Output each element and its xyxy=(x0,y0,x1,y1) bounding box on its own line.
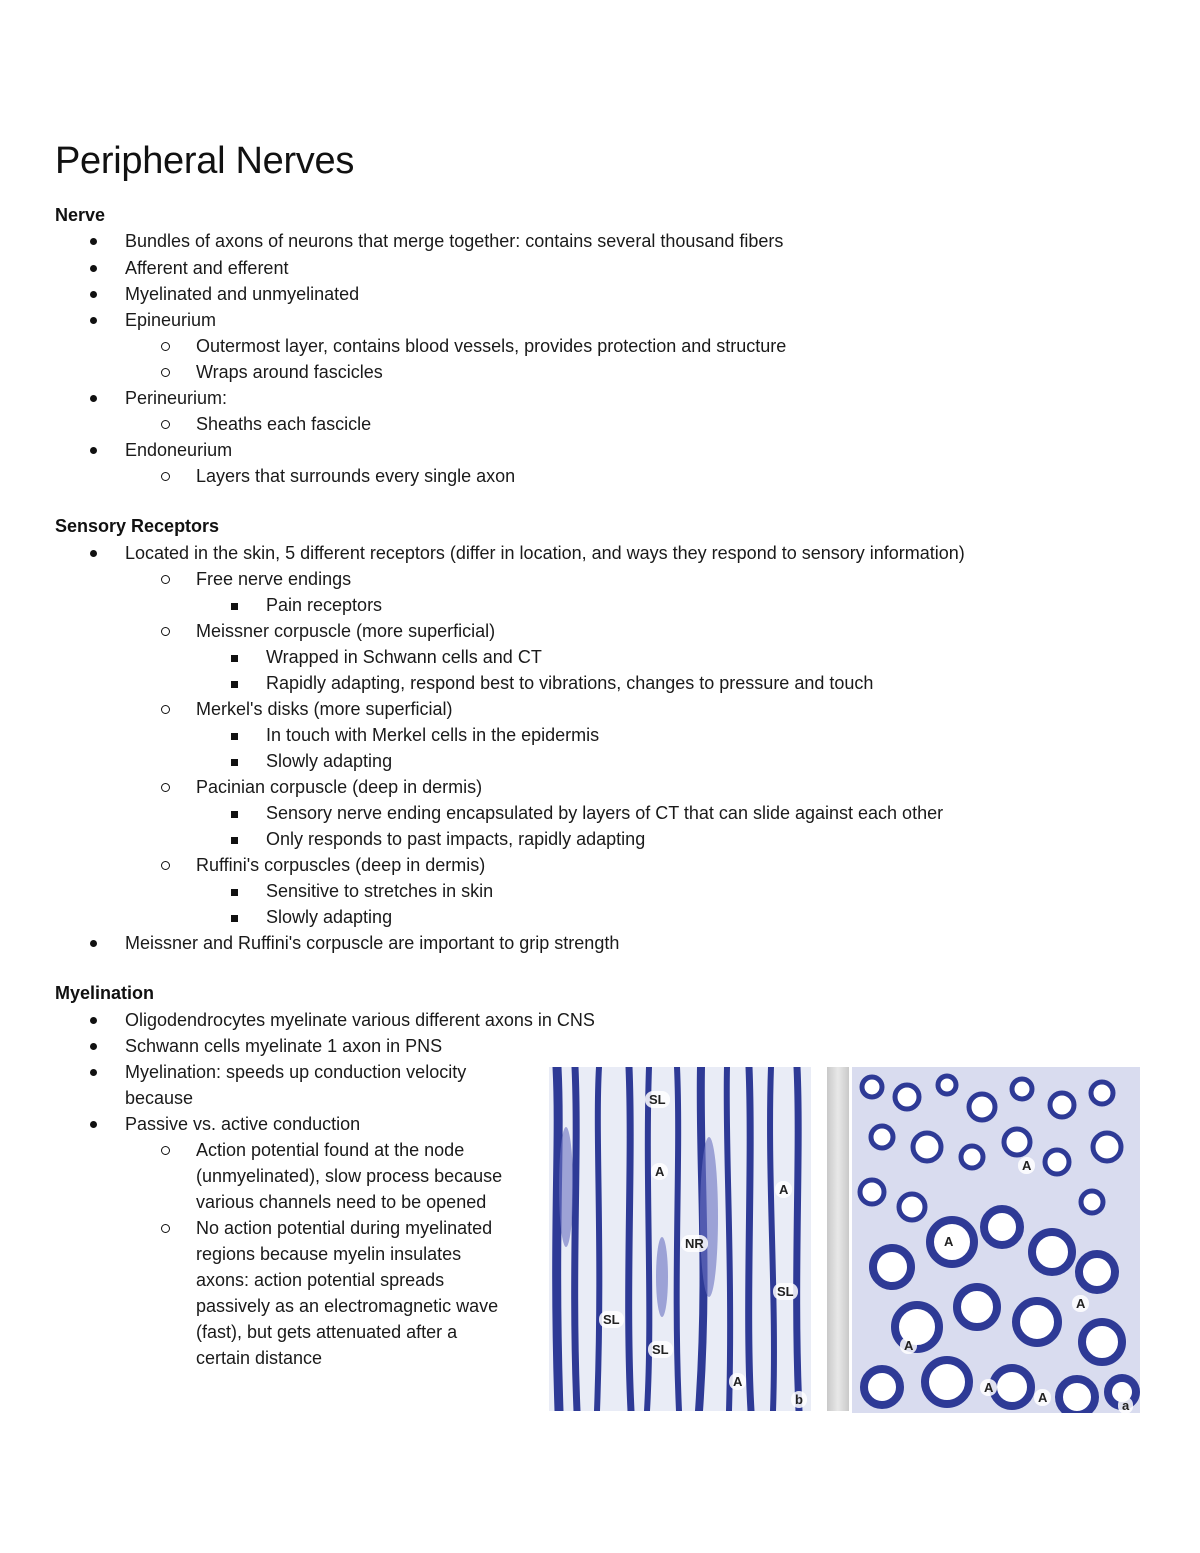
micrograph-label: A xyxy=(1018,1157,1035,1174)
list-item: Merkel's disks (more superficial) xyxy=(196,699,453,719)
bullet-dot xyxy=(90,1043,97,1050)
bullet-square xyxy=(231,603,238,610)
bullet-dot xyxy=(90,317,97,324)
list-item: Bundles of axons of neurons that merge together: contains several thousand fibers xyxy=(125,231,784,251)
list-item: Located in the skin, 5 different receptors (differ in location, and ways they respond to sensory information) xyxy=(125,543,965,563)
bullet-ring xyxy=(161,420,170,429)
section-heading-myelination: Myelination xyxy=(55,983,155,1003)
bullet-square xyxy=(231,811,238,818)
bullet-dot xyxy=(90,447,97,454)
page-title: Peripheral Nerves xyxy=(55,140,355,182)
figure-divider xyxy=(827,1067,849,1411)
bullet-dot xyxy=(90,395,97,402)
bullet-dot xyxy=(90,265,97,272)
list-item: Outermost layer, contains blood vessels, provides protection and structure xyxy=(196,336,787,356)
bullet-square xyxy=(231,655,238,662)
micrograph-label: A xyxy=(1034,1389,1051,1406)
list-item: Layers that surrounds every single axon xyxy=(196,466,516,486)
list-item: Action potential found at the node xyxy=(196,1140,465,1160)
bullet-ring xyxy=(161,1146,170,1155)
bullet-square xyxy=(231,889,238,896)
bullet-dot xyxy=(90,940,97,947)
list-item: Free nerve endings xyxy=(196,569,352,589)
micrograph-label: b xyxy=(791,1391,807,1408)
list-item-continuation: (unmyelinated), slow process because xyxy=(196,1166,503,1186)
bullet-dot xyxy=(90,1017,97,1024)
list-item-continuation: because xyxy=(125,1088,194,1108)
micrograph-cross-section xyxy=(852,1067,1140,1413)
micrograph-label: SL xyxy=(648,1341,673,1358)
micrograph-label: A xyxy=(980,1379,997,1396)
bullet-ring xyxy=(161,627,170,636)
list-item: Perineurium: xyxy=(125,388,228,408)
list-item-continuation: passively as an electromagnetic wave xyxy=(196,1296,499,1316)
bullet-square xyxy=(231,733,238,740)
list-item: Slowly adapting xyxy=(266,751,393,771)
list-item: Pacinian corpuscle (deep in dermis) xyxy=(196,777,483,797)
section-heading-sensory-receptors: Sensory Receptors xyxy=(55,516,220,536)
bullet-ring xyxy=(161,342,170,351)
micrograph-label: SL xyxy=(599,1311,624,1328)
list-item: Sheaths each fascicle xyxy=(196,414,372,434)
bullet-dot xyxy=(90,550,97,557)
list-item: Wrapped in Schwann cells and CT xyxy=(266,647,542,667)
list-item-continuation: regions because myelin insulates xyxy=(196,1244,462,1264)
list-item: Pain receptors xyxy=(266,595,383,615)
bullet-dot xyxy=(90,238,97,245)
micrograph-label: A xyxy=(775,1181,792,1198)
bullet-ring xyxy=(161,1224,170,1233)
micrograph-label: A xyxy=(729,1373,746,1390)
bullet-ring xyxy=(161,575,170,584)
micrograph-longitudinal-drawing xyxy=(549,1067,811,1411)
bullet-square xyxy=(231,681,238,688)
list-item-continuation: various channels need to be opened xyxy=(196,1192,487,1212)
bullet-ring xyxy=(161,368,170,377)
list-item-continuation: (fast), but gets attenuated after a xyxy=(196,1322,458,1342)
micrograph-label: NR xyxy=(681,1235,708,1252)
list-item: Ruffini's corpuscles (deep in dermis) xyxy=(196,855,486,875)
bullet-square xyxy=(231,759,238,766)
list-item: Slowly adapting xyxy=(266,907,393,927)
bullet-ring xyxy=(161,472,170,481)
bullet-square xyxy=(231,837,238,844)
list-item: Myelinated and unmyelinated xyxy=(125,284,360,304)
bullet-dot xyxy=(90,291,97,298)
list-item: Meissner corpuscle (more superficial) xyxy=(196,621,496,641)
micrograph-label: A xyxy=(900,1337,917,1354)
micrograph-label: a xyxy=(1118,1397,1133,1413)
bullet-ring xyxy=(161,783,170,792)
bullet-ring xyxy=(161,705,170,714)
bullet-dot xyxy=(90,1069,97,1076)
list-item: Passive vs. active conduction xyxy=(125,1114,361,1134)
bullet-ring xyxy=(161,861,170,870)
list-item-continuation: axons: action potential spreads xyxy=(196,1270,445,1290)
micrograph-cross-section-drawing xyxy=(852,1067,1140,1413)
list-item: Afferent and efferent xyxy=(125,258,289,278)
list-item: No action potential during myelinated xyxy=(196,1218,493,1238)
list-item: Endoneurium xyxy=(125,440,233,460)
micrograph-longitudinal xyxy=(549,1067,811,1411)
list-item: Sensory nerve ending encapsulated by layers of CT that can slide against each other xyxy=(266,803,944,823)
list-item: Myelination: speeds up conduction velocity xyxy=(125,1062,467,1082)
bullet-square xyxy=(231,915,238,922)
list-item: Oligodendrocytes myelinate various different axons in CNS xyxy=(125,1010,595,1030)
list-item: Meissner and Ruffini's corpuscle are important to grip strength xyxy=(125,933,620,953)
bullet-dot xyxy=(90,1121,97,1128)
list-item: Sensitive to stretches in skin xyxy=(266,881,494,901)
section-heading-nerve: Nerve xyxy=(55,205,106,225)
list-item: Epineurium xyxy=(125,310,217,330)
micrograph-label: SL xyxy=(773,1283,798,1300)
micrograph-label: A xyxy=(1072,1295,1089,1312)
list-item-continuation: certain distance xyxy=(196,1348,323,1368)
micrograph-label: A xyxy=(651,1163,668,1180)
list-item: Schwann cells myelinate 1 axon in PNS xyxy=(125,1036,443,1056)
list-item: In touch with Merkel cells in the epidermis xyxy=(266,725,600,745)
list-item: Wraps around fascicles xyxy=(196,362,383,382)
list-item: Rapidly adapting, respond best to vibrations, changes to pressure and touch xyxy=(266,673,874,693)
micrograph-label: A xyxy=(940,1233,957,1250)
list-item: Only responds to past impacts, rapidly adapting xyxy=(266,829,646,849)
micrograph-label: SL xyxy=(645,1091,670,1108)
